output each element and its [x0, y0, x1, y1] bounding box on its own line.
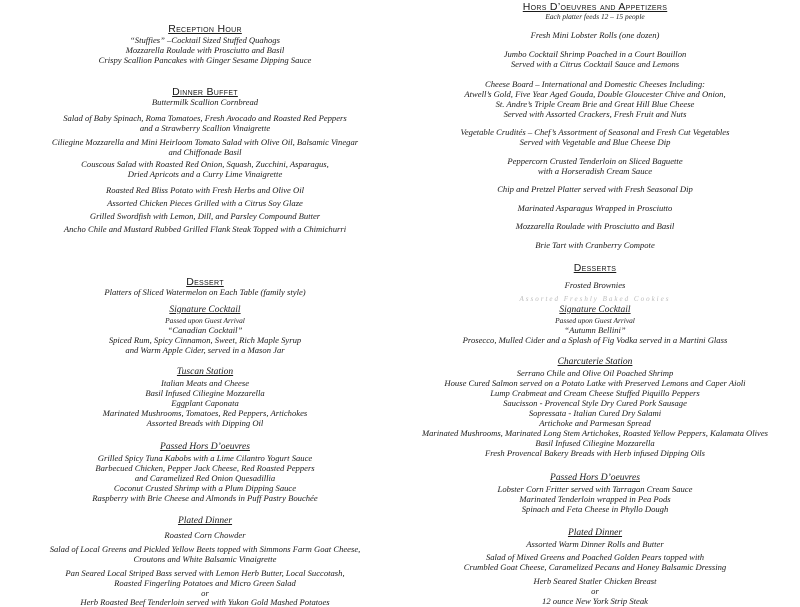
reception-hour-heading: Reception Hour [168, 23, 242, 35]
hors-doeuvres-heading: Hors D’oeuvres and Appetizers [522, 1, 668, 13]
menu-item: Marinated Mushrooms, Marinated Long Stem Artichokes, Roasted Yellow Peppers, Kalamata Olives [421, 428, 769, 438]
menu-item: House Cured Salmon served on a Potato Latke with Preserved Lemons and Caper Aioli [444, 378, 746, 388]
signature-cocktail-note: Passed upon Guest Arrival [555, 316, 635, 325]
menu-item: Buttermilk Scallion Cornbread [151, 97, 259, 107]
menu-item: Spinach and Feta Cheese in Phyllo Dough [521, 504, 669, 514]
menu-item: Saucisson - Provencal Style Dry Cured Pork Sausage [503, 398, 687, 408]
menu-item: Artichoke and Parmesan Spread [539, 418, 651, 428]
menu-item: and Caramelized Red Onion Quesadillia [134, 473, 276, 483]
signature-cocktail-note: Passed upon Guest Arrival [165, 316, 245, 325]
menu-item: Raspberry with Brie Cheese and Almonds in Puff Pastry Bouchée [92, 493, 318, 503]
menu-item: or [591, 586, 599, 596]
menu-item: Dried Apricots and a Curry Lime Vinaigrette [127, 169, 283, 179]
menu-item: Grilled Swordfish with Lemon, Dill, and Parsley Compound Butter [89, 211, 321, 221]
menu-item: Mozzarella Roulade with Prosciutto and Basil [125, 45, 285, 55]
signature-cocktail-heading: Signature Cocktail [169, 305, 241, 315]
menu-item: Vegetable Crudités – Chef’s Assortment of Seasonal and Fresh Cut Vegetables [460, 127, 730, 137]
menu-item: “Canadian Cocktail” [167, 325, 243, 335]
menu-item: Roasted Fingerling Potatoes and Micro Green Salad [114, 578, 296, 588]
menu-item: Assorted Chicken Pieces Grilled with a Citrus Soy Glaze [107, 198, 303, 208]
menu-item: Couscous Salad with Roasted Red Onion, Squash, Zucchini, Asparagus, [81, 159, 329, 169]
menu-item: Marinated Mushrooms, Tomatoes, Red Peppers, Artichokes [102, 408, 308, 418]
desserts-heading: Desserts [573, 262, 617, 274]
menu-item: Platters of Sliced Watermelon on Each Table (family style) [104, 287, 306, 297]
signature-cocktail-heading: Signature Cocktail [559, 305, 631, 315]
menu-item: Fresh Provencal Bakery Breads with Herb infused Dipping Oils [484, 448, 706, 458]
menu-item: Served with a Citrus Cocktail Sauce and Lemons [510, 59, 680, 69]
right-top-menu [390, 0, 800, 303]
plated-dinner-heading: Plated Dinner [567, 528, 623, 538]
menu-item: and Chiffonade Basil [168, 147, 242, 157]
menu-item: Marinated Tenderloin wrapped in Pea Pods [519, 494, 671, 504]
menu-item: Croutons and White Balsamic Vinaigrette [133, 554, 277, 564]
menu-item: Eggplant Caponata [171, 398, 239, 408]
menu-item: Crumbled Goat Cheese, Caramelized Pecans and Honey Balsamic Dressing [463, 562, 727, 572]
menu-item: Ciliegine Mozzarella and Mini Heirloom Tomato Salad with Olive Oil, Balsamic Vinegar [51, 137, 359, 147]
dessert-heading: Dessert [186, 276, 224, 288]
plated-dinner-heading: Plated Dinner [177, 516, 233, 526]
menu-item: “Autumn Bellini” [564, 325, 626, 335]
menu-item: Served with Vegetable and Blue Cheese Dip [519, 137, 671, 147]
menu-item: Sopressata - Italian Cured Dry Salami [528, 408, 662, 418]
menu-item: Ancho Chile and Mustard Rubbed Grilled Flank Steak Topped with a Chimichurri [63, 224, 347, 234]
menu-item: Roasted Corn Chowder [164, 530, 246, 540]
menu-item: Served with Assorted Crackers, Fresh Fruit and Nuts [503, 109, 687, 119]
menu-item: Basil Infused Ciliegine Mozzarella [535, 438, 655, 448]
menu-item: Coconut Crusted Shrimp with a Plum Dipping Sauce [113, 483, 297, 493]
menu-item: with a Horseradish Cream Sauce [537, 166, 653, 176]
menu-item: Lobster Corn Fritter served with Tarragon Cream Sauce [497, 484, 693, 494]
menu-item: Barbecued Chicken, Pepper Jack Cheese, Red Roasted Peppers [95, 463, 315, 473]
passed-hors-doeuvres-heading: Passed Hors D’oeuvres [550, 473, 640, 483]
menu-item: Fresh Mini Lobster Rolls (one dozen) [530, 30, 660, 40]
menu-item: Brie Tart with Cranberry Compote [535, 240, 655, 250]
menu-item: Italian Meats and Cheese [160, 378, 250, 388]
tuscan-station-heading: Tuscan Station [176, 367, 234, 377]
menu-item: Serrano Chile and Olive Oil Poached Shrimp [516, 368, 674, 378]
menu-item: Spiced Rum, Spicy Cinnamon, Sweet, Rich Maple Syrup [108, 335, 302, 345]
menu-item: Mozzarella Roulade with Prosciutto and Basil [515, 221, 675, 231]
menu-item: Jumbo Cocktail Shrimp Poached in a Court Bouillon [503, 49, 687, 59]
menu-item: and a Strawberry Scallion Vinaigrette [139, 123, 271, 133]
menu-item: St. Andre’s Triple Cream Brie and Great Hill Blue Cheese [495, 99, 695, 109]
menu-item: and Warm Apple Cider, served in a Mason Jar [125, 345, 285, 355]
charcuterie-station-heading: Charcuterie Station [557, 357, 633, 367]
menu-item: Herb Seared Statler Chicken Breast [533, 576, 657, 586]
menu-item: Peppercorn Crusted Tenderloin on Sliced Baguette [507, 156, 683, 166]
menu-item: Prosecco, Mulled Cider and a Splash of Fig Vodka served in a Martini Glass [462, 335, 728, 345]
menu-item: Salad of Local Greens and Pickled Yellow Beets topped with Simmons Farm Goat Cheese, [49, 544, 361, 554]
dinner-buffet-heading: Dinner Buffet [172, 86, 238, 98]
left-bottom-menu [0, 300, 410, 607]
menu-item: Lump Crabmeat and Cream Cheese Stuffed Piquillo Peppers [490, 388, 700, 398]
menu-item: Roasted Red Bliss Potato with Fresh Herbs and Olive Oil [105, 185, 305, 195]
menu-item: Salad of Baby Spinach, Roma Tomatoes, Fresh Avocado and Roasted Red Peppers [63, 113, 347, 123]
menu-item-cut-off: 12 ounce New York Strip Steak [542, 596, 648, 606]
menu-item: Pan Seared Local Striped Bass served with Lemon Herb Butter, Local Succotash, [65, 568, 345, 578]
menu-item: Chip and Pretzel Platter served with Fresh Seasonal Dip [497, 184, 693, 194]
left-top-menu [0, 0, 410, 300]
menu-item: Basil Infused Ciliegine Mozzarella [145, 388, 265, 398]
menu-item: Crispy Scallion Pancakes with Ginger Sesame Dipping Sauce [98, 55, 312, 65]
menu-item: Assorted Breads with Dipping Oil [146, 418, 264, 428]
menu-item: Atwell’s Gold, Five Year Aged Gouda, Double Gloucester Chive and Onion, [464, 89, 726, 99]
menu-item: “Stuffies” –Cocktail Sized Stuffed Quahogs [130, 35, 280, 45]
menu-item: Assorted Warm Dinner Rolls and Butter [526, 539, 664, 549]
menu-item: Frosted Brownies [564, 280, 626, 290]
platter-note: Each platter feeds 12 – 15 people [545, 12, 645, 21]
menu-item: Grilled Spicy Tuna Kabobs with a Lime Cilantro Yogurt Sauce [97, 453, 313, 463]
menu-item: Cheese Board – International and Domestic Cheeses Including: [485, 79, 705, 89]
menu-item: Marinated Asparagus Wrapped in Prosciutto [517, 203, 673, 213]
menu-item-cut-off: Assorted Freshly Baked Cookies [519, 295, 671, 303]
right-bottom-menu [390, 300, 800, 606]
passed-hors-doeuvres-heading: Passed Hors D’oeuvres [160, 442, 250, 452]
menu-item: or [201, 588, 209, 598]
menu-item: Salad of Mixed Greens and Poached Golden Pears topped with [485, 552, 705, 562]
menu-item-cut-off: Herb Roasted Beef Tenderloin served with Yukon Gold Mashed Potatoes [80, 597, 330, 607]
